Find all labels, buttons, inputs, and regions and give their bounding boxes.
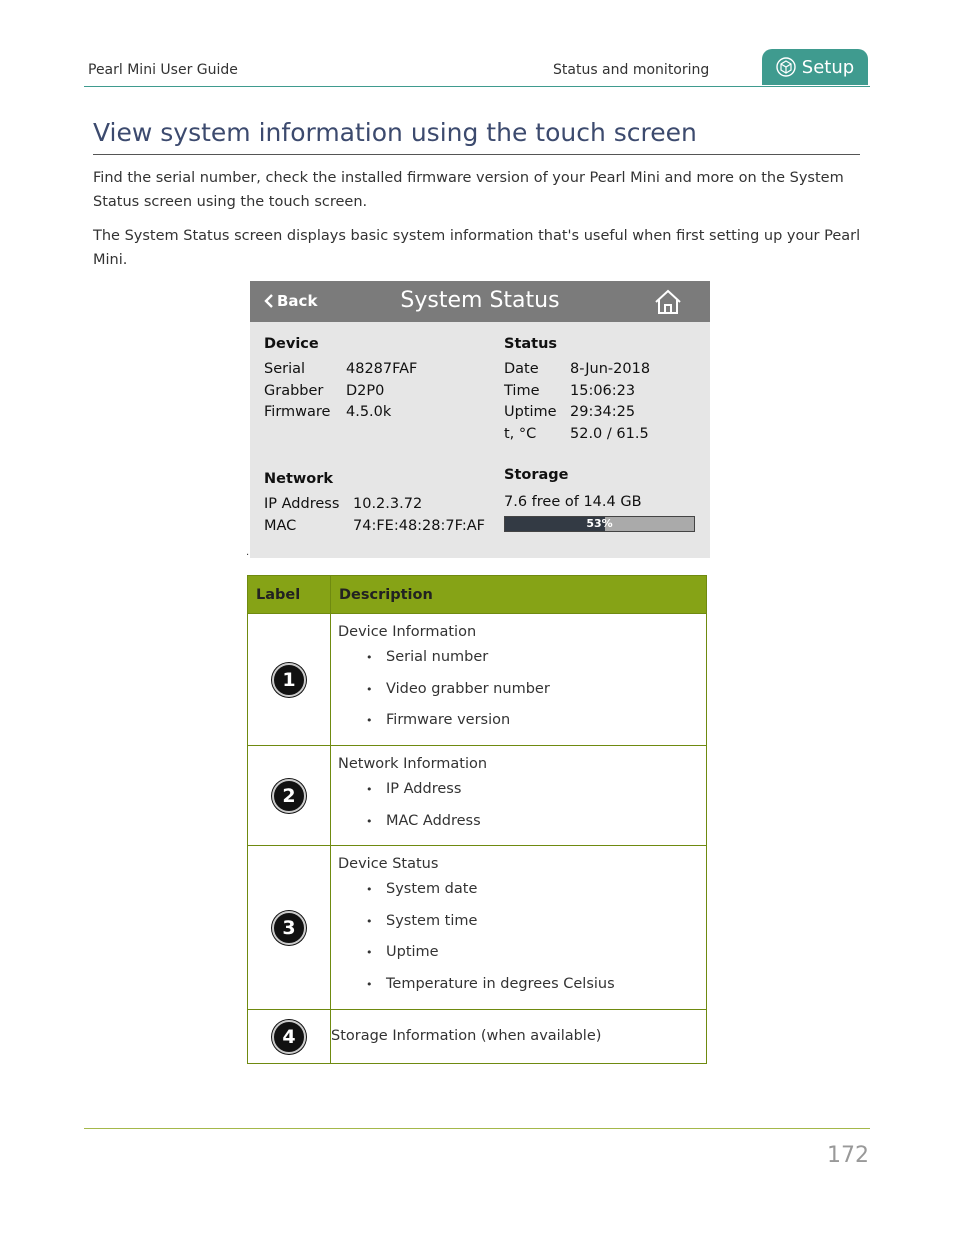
- status-temp-label: t, °C: [504, 426, 537, 442]
- callout-badge: 1: [272, 663, 306, 697]
- cube-icon: [776, 57, 796, 77]
- list-item: • Firmware version: [331, 705, 706, 737]
- col-description-header: Description: [331, 576, 707, 614]
- setup-tab[interactable]: [762, 49, 868, 85]
- storage-heading: Storage: [504, 467, 569, 483]
- section-title: Status and monitoring: [553, 62, 710, 78]
- list-item: • IP Address: [331, 774, 706, 806]
- device-grabber-value: D2P0: [346, 383, 385, 399]
- list-item: • System time: [331, 906, 706, 938]
- callout-badge: 3: [272, 911, 306, 945]
- storage-usage-label: 53%: [586, 517, 613, 530]
- network-ip-value: 10.2.3.72: [353, 496, 423, 512]
- description-cell: [331, 746, 707, 846]
- network-heading: Network: [264, 471, 334, 487]
- table-row: [248, 846, 707, 1010]
- description-cell: [331, 614, 707, 746]
- device-serial-value: 48287FAF: [346, 361, 418, 377]
- screen-title: System Status: [400, 288, 560, 313]
- system-status-screen: [250, 281, 710, 558]
- label-cell: [248, 746, 331, 846]
- status-date-label: Date: [504, 361, 539, 377]
- description-cell: [331, 1010, 707, 1064]
- label-description-table: [247, 575, 707, 1064]
- list-item: • Uptime: [331, 937, 706, 969]
- table-row: [248, 746, 707, 846]
- status-date-value: 8-Jun-2018: [570, 361, 651, 377]
- device-grabber-label: Grabber: [264, 383, 324, 399]
- page-title: View system information using the touch screen: [93, 118, 697, 147]
- bullet-list: [331, 874, 706, 1006]
- title-rule: [93, 154, 860, 155]
- status-time-value: 15:06:23: [570, 383, 636, 399]
- list-item: • Serial number: [331, 642, 706, 674]
- list-item: • Video grabber number: [331, 674, 706, 706]
- table-row: [248, 614, 707, 746]
- footer-rule: [84, 1128, 870, 1129]
- callout-badge: 4: [272, 1020, 306, 1054]
- network-mac-label: MAC: [264, 518, 297, 534]
- status-uptime-value: 29:34:25: [570, 404, 636, 420]
- home-icon[interactable]: [654, 289, 682, 315]
- intro-paragraph: Find the serial number, check the installed firmware version of your Pearl Mini and more on the System Status screen using the touch screen.: [93, 170, 844, 210]
- setup-tab-label: Setup: [801, 56, 855, 78]
- bullet-list: [331, 642, 706, 743]
- row-title: Device Information: [338, 624, 477, 640]
- status-heading: Status: [504, 336, 558, 352]
- col-label-header: Label: [248, 576, 331, 614]
- table-header-row: [248, 576, 707, 614]
- network-mac-value: 74:FE:48:28:7F:AF: [353, 518, 485, 534]
- description-paragraph: The System Status screen displays basic system information that's useful when first setting up your Pearl Mini.: [93, 228, 861, 268]
- device-firmware-value: 4.5.0k: [346, 404, 392, 420]
- label-cell: [248, 846, 331, 1010]
- label-cell: [248, 614, 331, 746]
- device-heading: Device: [264, 336, 319, 352]
- description-cell: [331, 846, 707, 1010]
- status-uptime-label: Uptime: [504, 404, 557, 420]
- row-title: Storage Information (when available): [331, 1028, 602, 1044]
- list-item: • System date: [331, 874, 706, 906]
- back-button-label: Back: [277, 292, 318, 310]
- list-item: • MAC Address: [331, 806, 706, 838]
- label-cell: [248, 1010, 331, 1064]
- stray-dot: .: [246, 547, 250, 558]
- row-title: Device Status: [338, 856, 439, 872]
- status-temp-value: 52.0 / 61.5: [570, 426, 649, 442]
- list-item: • Temperature in degrees Celsius: [331, 969, 706, 1001]
- network-ip-label: IP Address: [264, 496, 340, 512]
- row-title: Network Information: [338, 756, 488, 772]
- screen-title-bar: [250, 281, 710, 322]
- table-row: [248, 1010, 707, 1064]
- guide-title: Pearl Mini User Guide: [88, 62, 238, 78]
- page-number: 172: [827, 1143, 869, 1168]
- header-rule: [84, 86, 870, 87]
- storage-text: 7.6 free of 14.4 GB: [504, 494, 642, 510]
- storage-usage-bar: [504, 516, 695, 532]
- device-firmware-label: Firmware: [264, 404, 331, 420]
- callout-badge: 2: [272, 779, 306, 813]
- device-serial-label: Serial: [264, 361, 306, 377]
- bullet-list: [331, 774, 706, 843]
- status-time-label: Time: [504, 383, 540, 399]
